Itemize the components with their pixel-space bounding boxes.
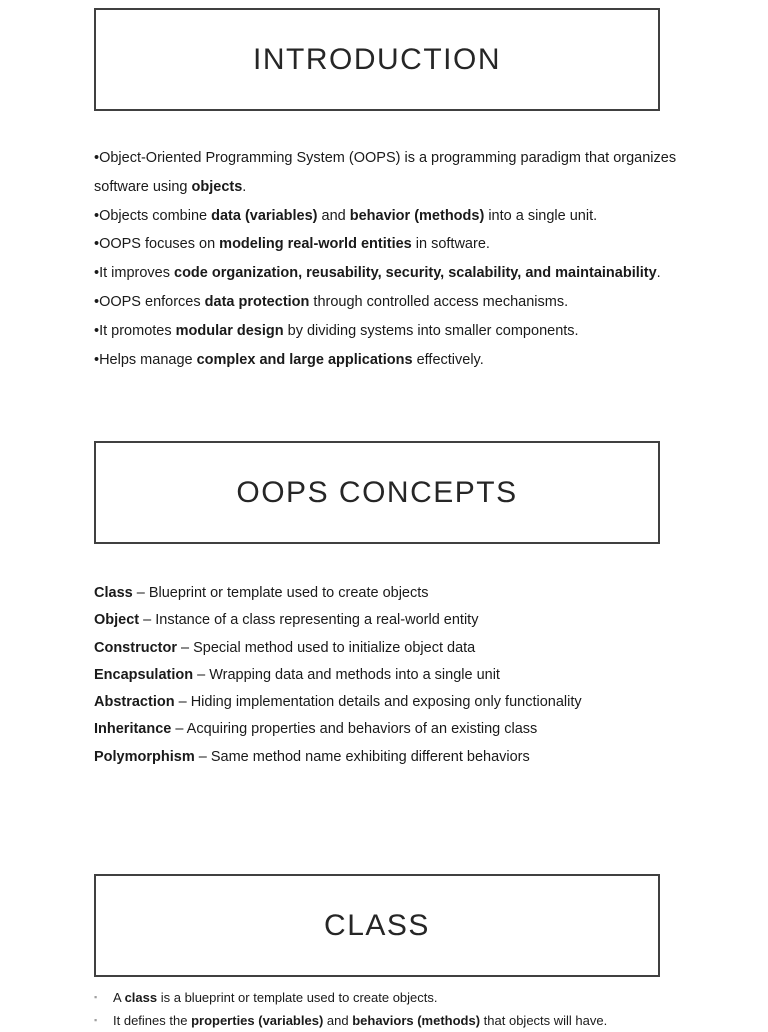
intro-line: •OOPS focuses on modeling real-world entities in software. <box>94 236 490 253</box>
concept-item: Encapsulation – Wrapping data and methods into a single unit <box>94 666 500 683</box>
intro-line: •Objects combine data (variables) and behavior (methods) into a single unit. <box>94 207 598 224</box>
intro-line: •OOPS enforces data protection through controlled access mechanisms. <box>94 293 569 310</box>
class-bullets <box>94 986 694 1032</box>
concepts-list <box>94 580 694 771</box>
concept-item: Abstraction – Hiding implementation details and exposing only functionality <box>94 694 582 711</box>
class-bullet: ▪ A class is a blueprint or template used to create objects. <box>94 986 694 1009</box>
class-heading: CLASS <box>324 908 430 942</box>
concept-item: Class – Blueprint or template used to create objects <box>94 585 429 601</box>
introduction-body <box>94 144 704 374</box>
oops-concepts-title-box <box>94 441 660 544</box>
concept-item: Polymorphism – Same method name exhibiting different behaviors <box>94 748 530 765</box>
intro-line: •Object-Oriented Programming System (OOPS) is a programming paradigm that organizes software using objects. <box>94 150 677 195</box>
class-title-box <box>94 874 660 977</box>
introduction-heading: INTRODUCTION <box>253 42 501 76</box>
concept-item: Constructor – Special method used to initialize object data <box>94 639 476 656</box>
introduction-title-box <box>94 8 660 111</box>
oops-concepts-heading: OOPS CONCEPTS <box>236 475 518 509</box>
concept-item: Object – Instance of a class representing a real-world entity <box>94 612 479 629</box>
concept-item: Inheritance – Acquiring properties and behaviors of an existing class <box>94 721 538 738</box>
class-bullet: ▪ It defines the properties (variables) and behaviors (methods) that objects will have. <box>94 1009 694 1032</box>
intro-line: •Helps manage complex and large applications effectively. <box>94 351 484 368</box>
intro-line: •It improves code organization, reusability, security, scalability, and maintainability. <box>94 265 661 282</box>
intro-line: •It promotes modular design by dividing systems into smaller components. <box>94 322 579 339</box>
